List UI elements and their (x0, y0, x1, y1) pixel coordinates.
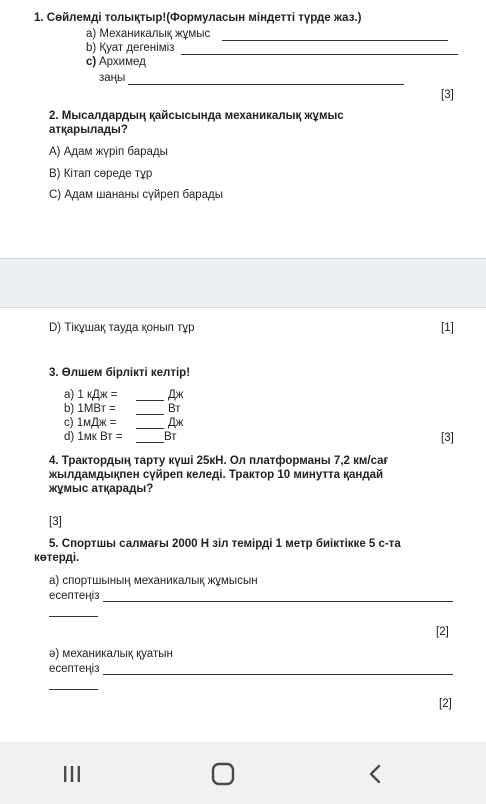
question-2-option-a: А) Адам жүріп барады (49, 146, 168, 158)
page-gap (0, 258, 486, 308)
answer-line (181, 54, 458, 55)
question-2-option-d: D) Тікұшақ тауда қонып тұр (49, 322, 195, 334)
question-3-row-left: d) 1мк Вт = (64, 431, 123, 443)
question-3-row-unit: Дж (168, 389, 184, 401)
back-button[interactable] (356, 756, 396, 792)
answer-blank (136, 428, 164, 429)
home-icon (210, 761, 236, 787)
back-icon (365, 763, 387, 785)
answer-line (49, 689, 98, 690)
question-3-row-unit: Дж (168, 417, 184, 429)
question-1-score: [3] (441, 89, 454, 101)
question-1-option-b: b) Қуат дегеніміз (86, 42, 175, 54)
answer-blank (136, 400, 164, 401)
navigation-bar (0, 742, 486, 804)
home-button[interactable] (203, 756, 243, 792)
question-1-option-c-line1: Архимед (99, 56, 146, 68)
question-5-part-b-score: [2] (439, 698, 452, 710)
answer-blank (136, 414, 164, 415)
question-5-part-a-line2: есептеңіз (49, 590, 100, 602)
answer-blank (136, 442, 164, 443)
answer-line (222, 40, 448, 41)
page-edge (0, 307, 486, 308)
answer-line (103, 674, 453, 675)
question-1-option-c-marker: с) (86, 56, 97, 68)
question-3-title: 3. Өлшем бірлікті келтір! (49, 367, 191, 379)
question-3-row-unit: Вт (164, 431, 177, 443)
question-2-option-b: В) Кітап сөреде тұр (49, 168, 153, 180)
question-5-part-a-line1: а) спортшының механикалық жұмысын (49, 575, 258, 587)
answer-line (128, 84, 404, 85)
question-2-title-line1: 2. Мысалдардың қайсысында механикалық жұмыс (49, 110, 344, 122)
recent-apps-icon (61, 763, 83, 785)
question-3-row-left: с) 1мДж = (64, 417, 117, 429)
question-5-line2: көтерді. (34, 552, 80, 564)
question-5-part-a-score: [2] (436, 626, 449, 638)
question-1-option-a: а) Механикалық жұмыс (86, 28, 211, 40)
question-2-option-c: С) Адам шананы сүйреп барады (49, 189, 224, 201)
question-5-part-b-line1: ә) механикалық қуатын (49, 648, 173, 660)
question-1-option-c-line2: заңы (99, 72, 126, 84)
question-4-line1: 4. Трактордың тарту күші 25кН. Ол платформаны 7,2 км/сағ (49, 455, 389, 467)
question-5-line1: 5. Спортшы салмағы 2000 Н зіл темірді 1 метр биіктікке 5 с-та (49, 538, 401, 550)
question-4-line2: жылдамдықпен сүйреп келеді. Трактор 10 минутта қандай (49, 469, 384, 481)
question-2-score: [1] (441, 322, 454, 334)
question-4-score: [3] (49, 516, 62, 528)
question-3-row-left: а) 1 кДж = (64, 389, 118, 401)
question-1-title: 1. Сөйлемді толықтыр!(Формуласын міндетті түрде жаз.) (34, 12, 362, 24)
page-edge (0, 258, 486, 259)
recent-apps-button[interactable] (52, 756, 92, 792)
question-4-line3: жұмыс атқарады? (49, 483, 154, 495)
answer-line (103, 601, 453, 602)
question-3-score: [3] (441, 432, 454, 444)
question-5-part-b-line2: есептеңіз (49, 663, 100, 675)
question-3-row-left: b) 1МВт = (64, 403, 116, 415)
answer-line (49, 616, 98, 617)
question-3-row-unit: Вт (168, 403, 181, 415)
question-2-title-line2: атқарылады? (49, 124, 128, 136)
